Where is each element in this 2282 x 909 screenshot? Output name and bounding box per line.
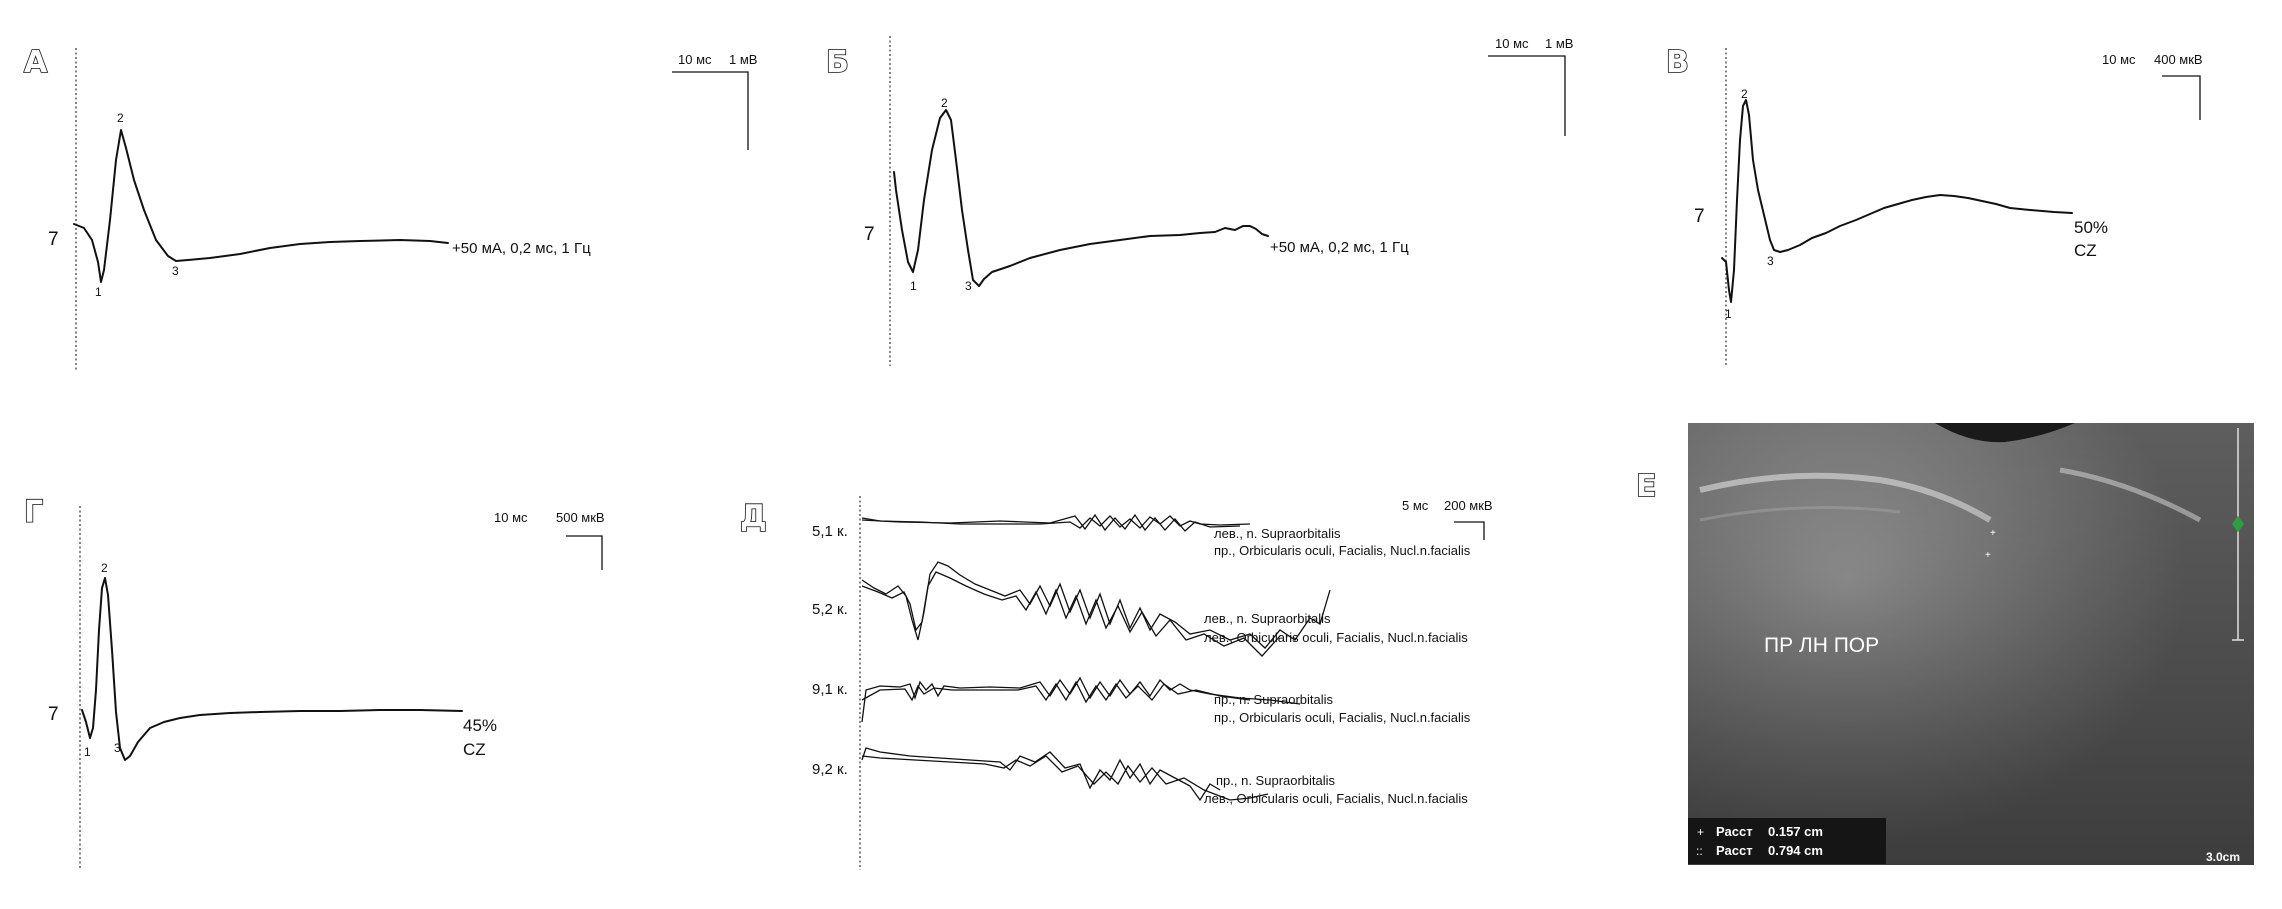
scale-bar-d [1454,522,1484,540]
measurement-1-name: Расст [1716,824,1753,839]
peak-2-v: 2 [1741,87,1748,101]
stimulus-params-a: +50 мА, 0,2 мс, 1 Гц [452,240,591,257]
percent-v: 50% [2074,218,2109,237]
trace-3-line-1: пр., n. Supraorbitalis [1214,692,1334,707]
scale-bar-g [566,536,602,570]
axis-mark-g: 7 [48,704,59,725]
peak-1-a: 1 [95,285,102,299]
trace-1-line-2: пр., Orbicularis oculi, Facialis, Nucl.n.facialis [1214,543,1471,558]
trace-label-4: 9,2 к. [812,761,848,778]
panel-label-g: Г [24,495,44,530]
scale-amplitude-g: 500 мкВ [556,510,605,525]
measurement-2-name: Расст [1716,843,1753,858]
peak-2-g: 2 [101,561,108,575]
peak-2-b: 2 [941,96,948,110]
scale-amplitude-v: 400 мкВ [2154,52,2203,67]
panel-label-a: А [24,45,48,80]
scale-time-d: 5 мс [1402,498,1429,513]
peak-3-a: 3 [172,264,179,278]
panel-g [24,495,605,868]
panel-d [740,496,1493,870]
trace-2-line-1: лев., n. Supraorbitalis [1204,611,1331,626]
trace-4-line-1: пр., n. Supraorbitalis [1216,773,1336,788]
measurement-1-symbol: + [1697,825,1705,839]
peak-1-g: 1 [84,745,91,759]
measurement-2-value: 0.794 cm [1768,843,1823,858]
measurement-1-value: 0.157 cm [1768,824,1823,839]
measurement-2-symbol: :: [1696,844,1703,858]
scale-time-v: 10 мс [2102,52,2136,67]
waveform-v [1722,100,2072,302]
peak-3-g: 3 [114,741,121,755]
depth-label: 3.0cm [2206,850,2241,864]
electrode-g: CZ [463,740,486,759]
panel-label-b: Б [826,45,849,80]
scale-amplitude-a: 1 мВ [729,52,758,67]
trace-3-sweep-b [862,682,1250,702]
trace-1-sweep-b [862,515,1240,531]
caliper-point-2: + [1985,550,1991,561]
peak-2-a: 2 [117,111,124,125]
panel-label-d: Д [740,499,767,534]
trace-3-line-2: пр., Orbicularis oculi, Facialis, Nucl.n.facialis [1214,710,1471,725]
peak-3-v: 3 [1767,254,1774,268]
peak-3-b: 3 [965,279,972,293]
scale-time-b: 10 мс [1495,36,1529,51]
scale-bar-a [672,72,748,150]
caliper-point-1: + [1990,528,1996,539]
trace-1-line-1: лев., n. Supraorbitalis [1214,526,1341,541]
scale-time-g: 10 мс [494,510,528,525]
scale-amplitude-b: 1 мВ [1545,36,1574,51]
percent-g: 45% [463,716,498,735]
panel-label-v: В [1666,45,1689,80]
panel-label-e: Е [1636,469,1657,504]
ultrasound-overlay-label: ПР ЛН ПОР [1764,634,1880,657]
waveform-g [82,578,462,760]
scale-bar-b [1488,56,1565,136]
axis-mark-a: 7 [48,229,59,250]
axis-mark-v: 7 [1694,206,1705,227]
scale-bar-v [2162,76,2200,120]
waveform-b [894,110,1268,286]
panel-e [1636,423,2254,865]
waveform-a [74,130,448,282]
trace-label-3: 9,1 к. [812,681,848,698]
scale-time-a: 10 мс [678,52,712,67]
electrode-v: CZ [2074,241,2097,260]
peak-1-v: 1 [1725,307,1732,321]
panel-a [24,45,757,372]
trace-2-line-2: лев., Orbicularis oculi, Facialis, Nucl.n.facialis [1204,630,1468,645]
trace-4-line-2: лев., Orbicularis oculi, Facialis, Nucl.n.facialis [1204,791,1468,806]
trace-label-1: 5,1 к. [812,523,848,540]
trace-4-sweep-a [862,748,1220,800]
stimulus-params-b: +50 мА, 0,2 мс, 1 Гц [1270,239,1409,256]
panel-b [826,36,1573,366]
panel-v [1666,45,2203,366]
axis-mark-b: 7 [864,224,875,245]
trace-label-2: 5,2 к. [812,601,848,618]
peak-1-b: 1 [910,279,917,293]
scale-amplitude-d: 200 мкВ [1444,498,1493,513]
